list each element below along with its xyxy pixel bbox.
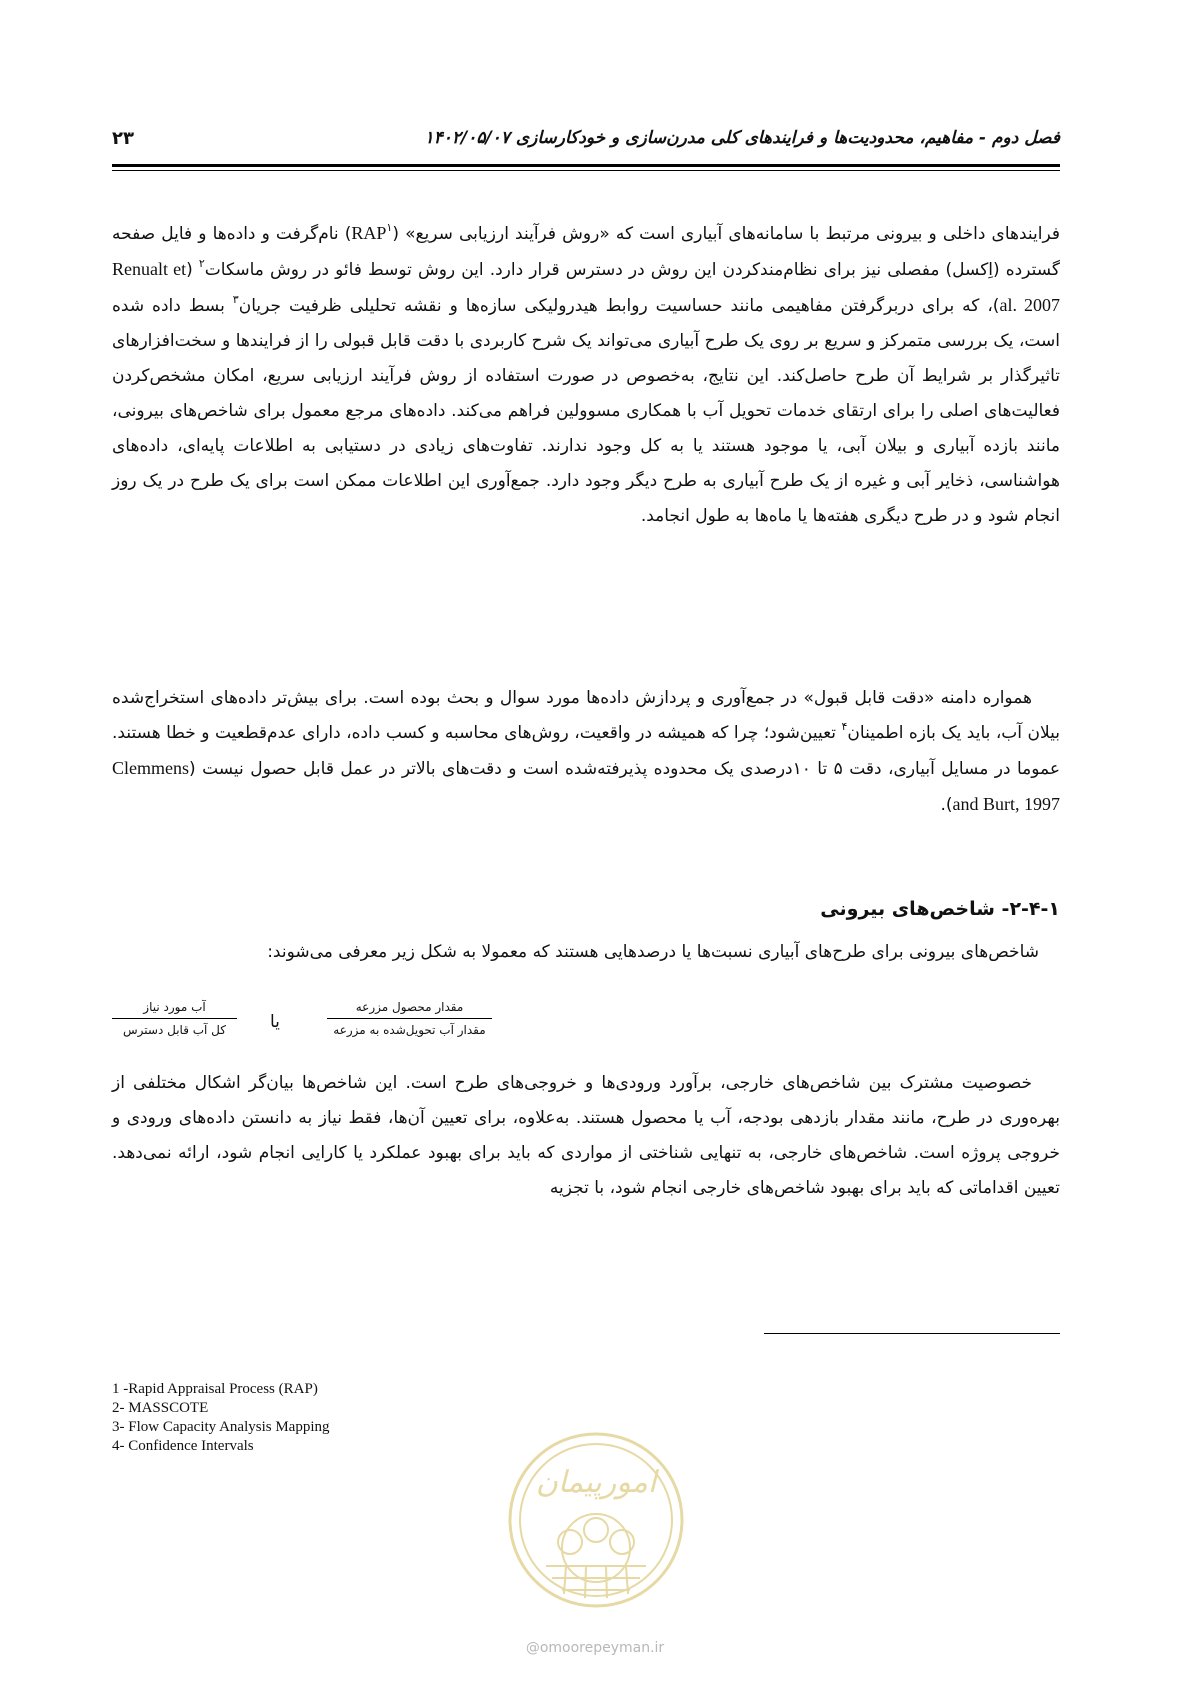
header-rule-thick: [112, 164, 1060, 167]
fraction-yield: [327, 1000, 492, 1037]
paragraph-external-indicators: خصوصیت مشترک بین شاخص‌های خارجی، برآورد ورودی‌ها و خروجی‌های طرح است. این شاخص‌ها بیان‌گر اشکال مختلفی از بهره‌وری در طرح، مانند مقدار بازدهی بودجه، آب یا محصول هستند. به‌علاوه، برای تعیین آن‌ها، فقط نیاز به دانستن داده‌های ورودی و خروجی پروژه است. شاخص‌های خارجی، به تنهایی شناختی از مواردی که باید برای بهبود عملکرد یا کارایی انجام شود، ارائه نمی‌دهد. تعیین اقداماتی که باید برای بهبود شاخص‌های خارجی انجام شود، با تجزیه: [112, 1073, 1060, 1198]
paragraph-rap: [112, 216, 1060, 534]
rap-term: RAP: [351, 223, 387, 243]
numerator-yield: مقدار محصول مزرعه: [327, 1000, 492, 1019]
footnote-separator: [764, 1333, 1060, 1334]
footnote-ref-1: ۱: [386, 221, 393, 234]
logo-text: امورپیمان: [535, 1465, 657, 1500]
footnote-1: 1 -Rapid Appraisal Process (RAP): [112, 1381, 318, 1397]
chapter-title: فصل دوم - مفاهیم، محدودیت‌ها و فرایندهای کلی مدرن‌سازی و خودکارسازی ۱۴۰۲/۰۵/۰۷: [424, 128, 1060, 148]
p1-text-c: (: [186, 260, 199, 280]
p2-text-a: همواره دامنه «دقت قابل قبول» در جمع‌آوری و پردازش داده‌ها مورد سوال و بحث بوده است. برای بیش‌تر داده‌های استخراج‌شده بیلان آب، باید یک بازه اطمینان: [112, 688, 1060, 743]
intro-sentence: شاخص‌های بیرونی برای طرح‌های آبیاری نسبت‌ها یا درصدهایی هستند که معمولا به شکل زیر معرفی می‌شوند:: [267, 942, 1039, 962]
footnote-2: 2- MASSCOTE: [112, 1400, 209, 1416]
or-word: یا: [270, 1012, 280, 1032]
page-header: [112, 128, 1060, 158]
footnote-ref-4: ۴: [841, 720, 848, 733]
footnote-ref-3: ۳: [232, 293, 239, 306]
p2-text-b: تعیین‌شود؛ چرا که همیشه در واقعیت، روش‌های محاسبه و کسب داده، دارای عدم‌قطعیت و خطا هستند. عموما در مسایل آبیاری، دقت ۵ تا ۱۰درصدی یک محدوده پذیرفته‌شده است و دقت‌های بالاتر در عمل قابل حصول نیست (: [112, 723, 1060, 779]
p1-text-a: فرایندهای داخلی و بیرونی مرتبط با سامانه‌های آبیاری است که «روش فرآیند ارزیابی سریع» (: [392, 224, 1060, 244]
numerator-required: آب مورد نیاز: [112, 1000, 237, 1019]
p1-text-b: ) نام‌گرفت و داده‌ها و فایل صفحه گسترده (اِکسل) مفصلی نیز برای نظام‌مندکردن این روش در دسترس قرار دارد. این روش توسط فائو در روش ماسکات: [112, 224, 1060, 280]
denominator-available: کل آب قابل دسترس: [123, 1023, 226, 1037]
publisher-logo-icon: [506, 1430, 686, 1610]
paragraph-accuracy: [112, 681, 1060, 823]
denominator-delivered: مقدار آب تحویل‌شده به مزرعه: [333, 1023, 486, 1037]
watermark-text: @omoorepeyman.ir: [525, 1640, 665, 1656]
p2-text-c: ).: [940, 795, 953, 815]
fraction-water: [112, 1000, 237, 1037]
section-heading: ۲-۴-۱- شاخص‌های بیرونی: [820, 898, 1060, 920]
page-number: ۲۳: [112, 128, 134, 149]
footnote-ref-2: ۲: [198, 257, 205, 270]
citation-clemmens: Clemmens and Burt, 1997: [112, 758, 1060, 814]
header-rule-thin: [112, 170, 1060, 171]
p1-text-d: )، که برای دربرگرفتن مفاهیمی مانند حساسیت روابط هیدرولیکی سازه‌ها و نقشه تحلیلی ظرفیت جریان: [238, 296, 1000, 316]
footnote-4: 4- Confidence Intervals: [112, 1438, 254, 1454]
ratio-formula: [112, 1000, 492, 1060]
footnotes: [112, 1380, 330, 1456]
citation-renault: Renualt et al. 2007: [112, 259, 1061, 315]
footnote-3: 3- Flow Capacity Analysis Mapping: [112, 1419, 330, 1435]
p1-text-e: بسط داده شده است، یک بررسی متمرکز و سریع بر روی یک طرح آبیاری می‌تواند یک شرح کاربردی با دقت قابل قبولی را از فرایندها و سخت‌افزارهای تاثیرگذار بر شرایط آن طرح حاصل‌کند. این نتایج، به‌خصوص در صورت استفاده از روش فرآیند ارزیابی سریع، امکان مشخص‌کردن فعالیت‌های اصلی را برای ارتقای خدمات تحویل آب با همکاری مسوولین فراهم می‌کند. داده‌های مرجع معمول برای شاخص‌های بیرونی، مانند بازده آبیاری و بیلان آبی، یا موجود هستند یا به کل وجود ندارند. تفاوت‌های زیادی در دستیابی به اطلاعات پایه‌ای، داده‌های هواشناسی، ذخایر آبی و غیره از یک طرح آبیاری به طرح دیگر وجود دارد. جمع‌آوری این اطلاعات ممکن است برای یک طرح در یک روز انجام شود و در طرح دیگری هفته‌ها یا ماه‌ها به طول انجامد.: [112, 296, 1060, 526]
